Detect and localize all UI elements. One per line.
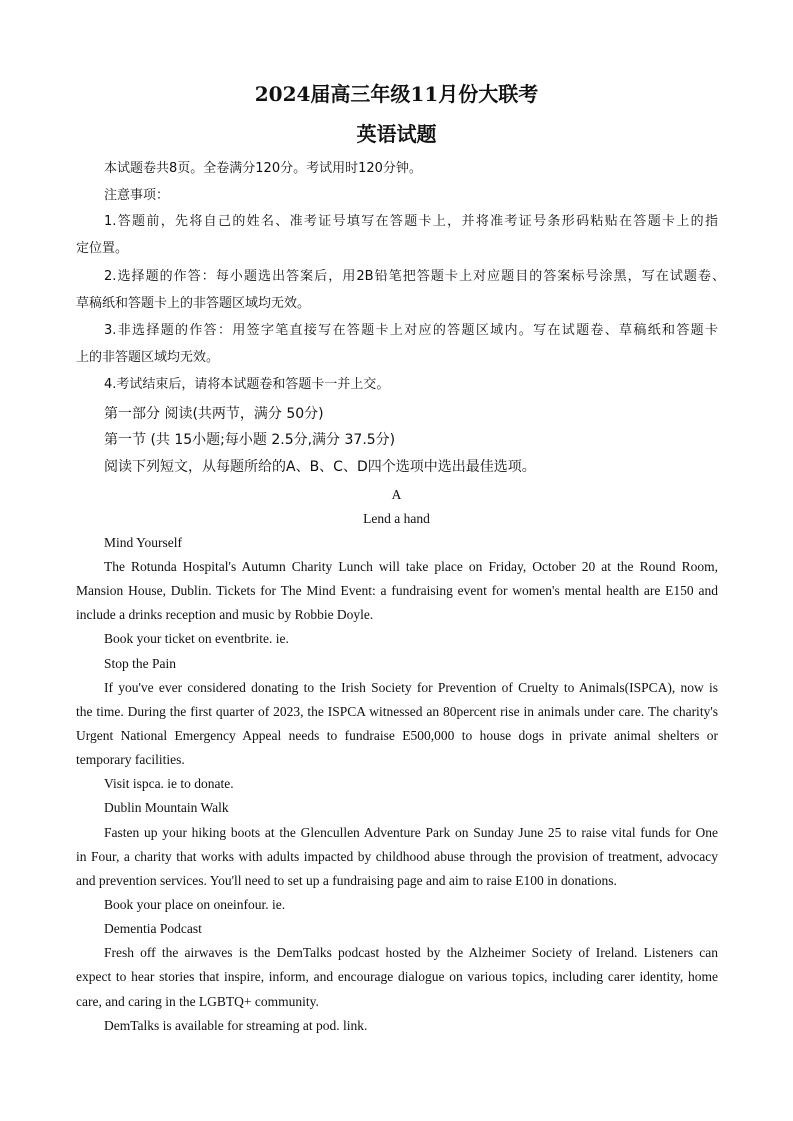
item-1-line-3: include a drinks reception and music by Robbie Doyle. [76, 607, 374, 622]
item-4-line-1: Fresh off the airwaves is the DemTalks podcast hosted by the Alzheimer Society of Ireland. Listeners can [104, 945, 718, 960]
item-2-line-3: Urgent National Emergency Appeal needs to fundraise E500,000 to house dogs in private animal shelters or [76, 728, 718, 743]
item-3-line-2: in Four, a charity that works with adults impacted by childhood abuse through the provision of treatment, advocacy [76, 849, 718, 864]
item-2-line-2: the time. During the first quarter of 2023, the ISPCA witnessed an 80percent rise in animals under care. The charity's [76, 704, 718, 719]
item-1-line-4: Book your ticket on eventbrite. ie. [104, 631, 289, 646]
exam-intro: 本试题卷共8页。全卷满分120分。考试用时120分钟。 [104, 161, 422, 176]
section-1-heading: 第一节 (共 15小题;每小题 2.5分,满分 37.5分) [104, 432, 396, 448]
item-3-line-1: Fasten up your hiking boots at the Glencullen Adventure Park on Sunday June 25 to raise vital funds for One [104, 825, 718, 840]
note-3-line-2: 上的非答题区域均无效。 [76, 350, 220, 365]
item-3-line-4: Book your place on oneinfour. ie. [104, 897, 286, 912]
subject-title: 英语试题 [356, 122, 437, 146]
item-3-line-3: and prevention services. You'll need to set up a fundraising page and aim to raise E100 in donations. [76, 873, 617, 888]
note-3-line-1: 3.非选择题的作答：用签字笔直接写在答题卡上对应的答题区域内。写在试题卷、草稿纸和答题卡 [104, 323, 718, 338]
note-2-line-2: 草稿纸和答题卡上的非答题区域均无效。 [76, 296, 311, 311]
item-2-line-1: If you've ever considered donating to the Irish Society for Prevention of Cruelty to Animals(ISPCA), now is [104, 680, 718, 695]
notes-heading: 注意事项： [104, 188, 170, 203]
item-heading-dublin-mountain-walk: Dublin Mountain Walk [104, 800, 229, 815]
item-1-line-2: Mansion House, Dublin. Tickets for The Mind Event: a fundraising event for women's mental health are E150 and [76, 583, 718, 598]
item-1-line-1: The Rotunda Hospital's Autumn Charity Lunch will take place on Friday, October 20 at the Round Room, [104, 559, 718, 574]
note-1-line-1: 1.答题前，先将自己的姓名、准考证号填写在答题卡上，并将准考证号条形码粘贴在答题卡上的指 [104, 214, 718, 229]
item-4-line-4: DemTalks is available for streaming at pod. link. [104, 1018, 368, 1033]
note-2-line-1: 2.选择题的作答：每小题选出答案后，用2B铅笔把答题卡上对应题目的答案标号涂黑，写在试题卷、 [104, 269, 725, 284]
passage-title: Lend a hand [363, 511, 430, 526]
item-4-line-2: expect to hear stories that inspire, inform, and encourage dialogue on various topics, including carer identity, home [76, 969, 718, 984]
item-2-line-4: temporary facilities. [76, 752, 185, 767]
item-2-line-5: Visit ispca. ie to donate. [104, 776, 234, 791]
part-1-heading: 第一部分 阅读(共两节，满分 50分) [104, 406, 324, 422]
exam-title: 2024届高三年级11月份大联考 [254, 82, 539, 106]
item-heading-mind-yourself: Mind Yourself [104, 535, 183, 550]
item-heading-stop-the-pain: Stop the Pain [104, 656, 177, 671]
note-4: 4.考试结束后，请将本试题卷和答题卡一并上交。 [104, 377, 390, 392]
item-heading-dementia-podcast: Dementia Podcast [104, 921, 202, 936]
reading-instruction: 阅读下列短文，从每题所给的A、B、C、D四个选项中选出最佳选项。 [104, 459, 536, 475]
note-1-line-2: 定位置。 [76, 241, 129, 256]
item-4-line-3: care, and caring in the LGBTQ+ community. [76, 994, 319, 1009]
passage-label: A [391, 487, 402, 502]
